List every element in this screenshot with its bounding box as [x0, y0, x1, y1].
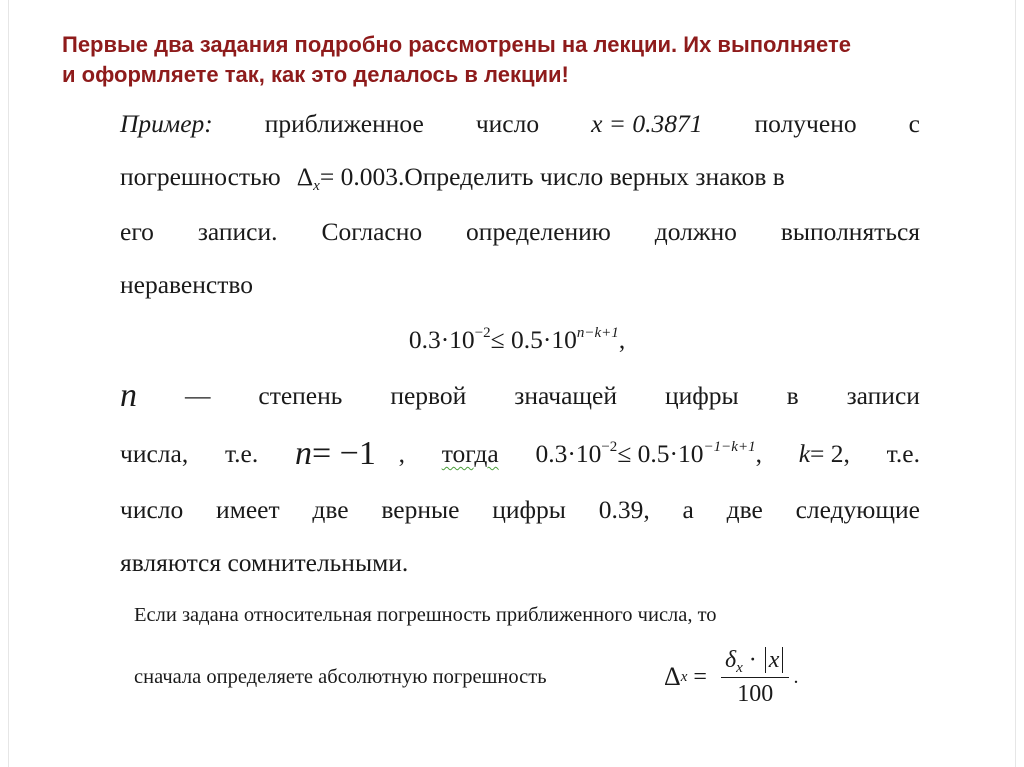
- word: значащей: [514, 381, 618, 410]
- ineq-comma: ,: [618, 325, 626, 354]
- expr-lhs: 0.3·10: [535, 439, 602, 468]
- sentence-part: Определить число верных знаков в: [404, 162, 785, 191]
- word: первой: [390, 381, 467, 410]
- ineq-lhs: 0.3·10: [408, 325, 475, 354]
- word: две: [312, 495, 349, 524]
- spellcheck-word: тогда: [441, 439, 499, 468]
- word: степень: [258, 381, 343, 410]
- word: т.е.: [886, 439, 920, 468]
- word: должно: [654, 217, 737, 246]
- word: две: [726, 495, 763, 524]
- math-delta-x: [297, 162, 405, 192]
- word: числа,: [120, 439, 189, 468]
- word: т.е.: [224, 439, 259, 468]
- math-substituted-inequality: [535, 439, 762, 469]
- absolute-x: x: [765, 647, 784, 673]
- example-line-8: [120, 493, 920, 527]
- math-n-equals: [295, 435, 376, 473]
- math-k-equals: [799, 439, 850, 469]
- word: с: [908, 109, 920, 138]
- ineq-rhs-exponent: n−k+1: [576, 325, 619, 341]
- expr-rhs: ≤ 0.5·10: [617, 439, 704, 468]
- word: 0.39,: [598, 495, 650, 524]
- word: число: [475, 109, 540, 138]
- k-value: = 2,: [810, 439, 850, 468]
- inequality-expression: [409, 325, 625, 355]
- relative-delta-subscript: x: [736, 659, 743, 676]
- slide-border-right: [1015, 0, 1016, 767]
- heading-line-1: Первые два задания подробно рассмотрены на лекции. Их выполняете: [62, 32, 851, 57]
- word: следующие: [795, 495, 920, 524]
- word: а: [682, 495, 694, 524]
- expr-lhs-exponent: −2: [601, 439, 618, 455]
- example-line-3: [120, 215, 920, 249]
- example-line-6: [120, 379, 920, 413]
- word: верные: [381, 495, 460, 524]
- word: его: [120, 217, 154, 246]
- word: выполняться: [780, 217, 920, 246]
- word: имеет: [216, 495, 280, 524]
- example-line-2: [120, 160, 920, 194]
- word: записи: [846, 381, 920, 410]
- multiply-dot: ·: [742, 646, 763, 673]
- comma: ,: [398, 439, 405, 468]
- word: являются сомнительными.: [120, 548, 409, 577]
- example-line-1: [120, 107, 920, 141]
- ineq-lhs-exponent: −2: [474, 325, 491, 341]
- note-line-2: сначала определяете абсолютную погрешность: [134, 665, 547, 688]
- inequality-formula: [0, 323, 1024, 357]
- period: .: [793, 665, 799, 688]
- math-x-value: x = 0.3871: [591, 109, 703, 138]
- word: Согласно: [321, 217, 423, 246]
- absolute-error-formula: Δ x = $\frac{\delta_x \cdot x}{100}$ .: [664, 646, 799, 707]
- slide-border-left: [8, 0, 9, 767]
- example-label: Пример:: [120, 109, 213, 138]
- fraction: [721, 647, 789, 708]
- ineq-rhs: ≤ 0.5·10: [490, 325, 577, 354]
- word: получено: [754, 109, 857, 138]
- delta-subscript: x: [313, 178, 320, 194]
- word: в: [786, 381, 799, 410]
- n-value: = −1: [311, 435, 376, 472]
- word: неравенство: [120, 270, 253, 299]
- relative-delta: δ: [724, 646, 737, 673]
- fraction-denominator: 100: [737, 680, 774, 707]
- expr-rhs-exponent: −1−k+1: [703, 439, 756, 455]
- delta-symbol: Δ: [296, 162, 314, 191]
- equals-sign: =: [687, 663, 713, 690]
- example-line-7: [120, 437, 920, 471]
- n-var: n: [294, 435, 312, 472]
- slide-heading: [62, 30, 992, 90]
- word: число: [120, 495, 184, 524]
- word: записи.: [197, 217, 278, 246]
- k-var: k: [798, 439, 811, 468]
- delta-value: = 0.003.: [319, 162, 405, 191]
- example-line-4: [120, 268, 920, 302]
- word: приближенное: [264, 109, 424, 138]
- math-n: n: [120, 377, 137, 414]
- word: цифры: [664, 381, 739, 410]
- expr-comma: ,: [755, 439, 762, 468]
- word: цифры: [492, 495, 566, 524]
- delta-symbol: Δ: [664, 662, 681, 691]
- heading-line-2: и оформляете так, как это делалось в лекции!: [62, 62, 569, 87]
- dash: —: [184, 381, 211, 410]
- note-line-1: Если задана относительная погрешность приближенного числа, то: [134, 603, 717, 626]
- word: погрешностью: [120, 162, 281, 191]
- word: определению: [466, 217, 611, 246]
- example-line-9: [120, 546, 920, 580]
- fraction-numerator: [721, 647, 789, 678]
